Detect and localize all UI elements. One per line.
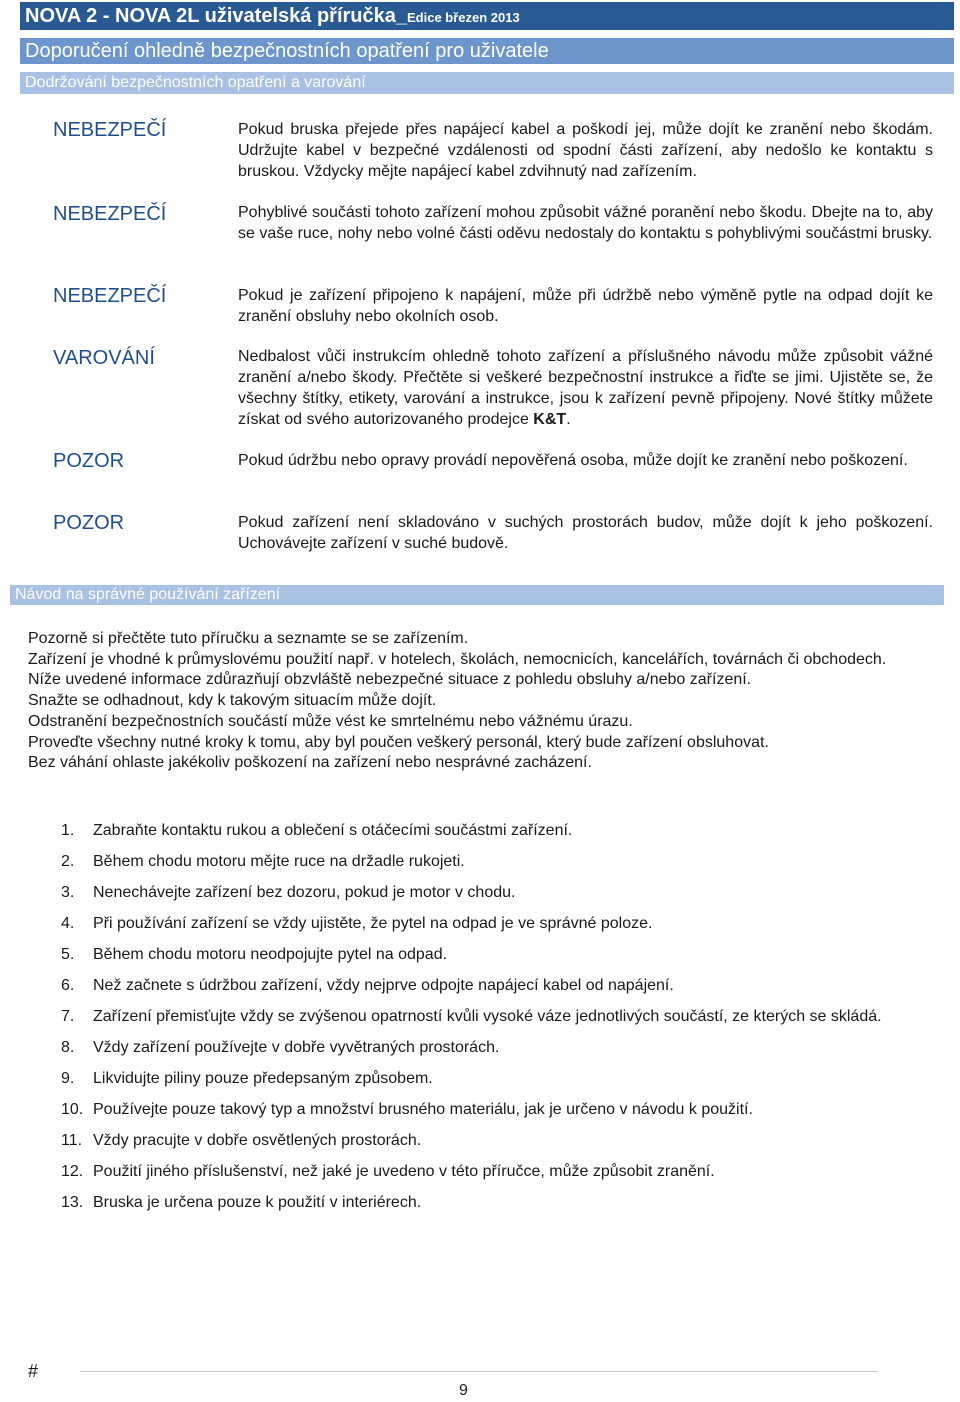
edition-label: Edice březen 2013 [407,10,520,25]
step-number: 3. [61,884,75,901]
list-item [28,1094,940,1125]
step-number: 9. [61,1070,75,1087]
step-number: 10. [61,1101,84,1118]
warning-label: NEBEZPEČÍ [53,285,167,307]
step-text: Vždy pracujte v dobře osvětlených prostorách. [93,1132,422,1149]
step-text: Likvidujte piliny pouze předepsaným způsobem. [93,1070,433,1087]
warning-text: Nedbalost vůči instrukcím ohledně tohoto zařízení a příslušného návodu může způsobit vážné zranění a/nebo škody. Přečtěte si veškeré bezpečnostní instrukce a řiďte se jimi. Ujistěte se, že všechny štítky, etikety, varování a instrukce, jsou k zařízení pevně připojeny. Nové štítky můžete získat od svého autorizovaného prodejce K&T. [238,348,933,428]
step-text: Použití jiného příslušenství, než jaké je uvedeno v této příručce, může způsobit zranění. [93,1163,715,1180]
step-text: Vždy zařízení používejte v dobře vyvětraných prostorách. [93,1039,500,1056]
warning-text: Pokud zařízení není skladováno v suchých prostorách budov, může dojít k jeho poškození. Uchovávejte zařízení v suché budově. [238,514,933,552]
step-number: 5. [61,946,75,963]
footer-divider [80,1371,878,1372]
step-text: Během chodu motoru mějte ruce na držadle rukojeti. [93,853,465,870]
warning-label: POZOR [53,512,125,534]
step-number: 11. [61,1132,83,1149]
intro-line: Snažte se odhadnout, kdy k takovým situacím může dojít. [28,692,437,710]
step-text: Používejte pouze takový typ a množství brusného materiálu, jak je určeno v návodu k použití. [93,1101,753,1118]
step-number: 8. [61,1039,75,1056]
step-text: Zabraňte kontaktu rukou a oblečení s otáčecími součástmi zařízení. [93,822,573,839]
step-number: 7. [61,1008,75,1025]
usage-intro [28,629,940,774]
step-text: Zařízení přemisťujte vždy se zvýšenou opatrností kvůli vysoké váze jednotlivých součástí, ze kterých se skládá. [93,1008,882,1025]
intro-line: Proveďte všechny nutné kroky k tomu, aby byl poučen veškerý personál, který bude zařízení obsluhovat. [28,733,769,751]
step-number: 13. [61,1194,84,1211]
document-title-bar [20,2,954,30]
warning-label: VAROVÁNÍ [53,347,155,369]
step-text: Při používání zařízení se vždy ujistěte, že pytel na odpad je ve správné poloze. [93,915,653,932]
intro-line: Níže uvedené informace zdůrazňují obzvláště nebezpečné situace z pohledu obsluhy a/nebo zařízení. [28,671,752,689]
page-number: 9 [459,1382,468,1399]
list-item [28,1063,940,1094]
list-item [28,815,940,846]
step-number: 1. [61,822,75,839]
intro-line: Zařízení je vhodné k průmyslovému použití např. v hotelech, školách, nemocnicích, kancelářích, továrnách či obchodech. [28,650,887,668]
step-number: 2. [61,853,75,870]
intro-line: Odstranění bezpečnostních součástí může vést ke smrtelnému nebo vážnému úrazu. [28,712,633,730]
step-number: 6. [61,977,75,994]
warning-text: Pokud bruska přejede přes napájecí kabel a poškodí jej, může dojít ke zranění nebo škodám. Udržujte kabel v bezpečné vzdálenosti od spodní části zařízení, aby nedošlo ke kontaktu s bruskou. Vždycky mějte napájecí kabel zdvihnutý nad zařízením. [238,121,933,180]
warning-text: Pokud údržbu nebo opravy provádí nepověřená osoba, může dojít ke zranění nebo poškození. [238,452,908,469]
usage-heading-bar [10,585,944,605]
warning-label: NEBEZPEČÍ [53,119,167,141]
list-item [28,1032,940,1063]
document-title: NOVA 2 - NOVA 2L uživatelská příručka_Edice březen 2013 [25,5,520,27]
list-item [28,1156,940,1187]
step-number: 12. [61,1163,84,1180]
subsection-heading: Dodržování bezpečnostních opatření a varování [25,74,366,91]
intro-line: Bez váhání ohlaste jakékoliv poškození na zařízení nebo nesprávné zacházení. [28,754,592,772]
warning-label: POZOR [53,450,125,472]
list-item [28,1187,940,1218]
list-item [28,1001,940,1032]
section-heading: Doporučení ohledně bezpečnostních opatření pro uživatele [25,40,549,62]
brand-name: K&T [533,411,567,428]
footer-mark: # [28,1361,39,1381]
list-item [28,908,940,939]
step-text: Během chodu motoru neodpojujte pytel na odpad. [93,946,448,963]
list-item [28,846,940,877]
intro-line: Pozorně si přečtěte tuto příručku a seznamte se se zařízením. [28,630,469,647]
warning-label: NEBEZPEČÍ [53,203,167,225]
step-text: Než začnete s údržbou zařízení, vždy nejprve odpojte napájecí kabel od napájení. [93,977,674,994]
list-item [28,970,940,1001]
subsection-heading-bar [20,72,954,94]
step-text: Nenechávejte zařízení bez dozoru, pokud je motor v chodu. [93,884,516,901]
warning-text: Pohyblivé součásti tohoto zařízení mohou způsobit vážné poranění nebo škodu. Dbejte na to, aby se vaše ruce, nohy nebo volné části oděvu nedostaly do kontaktu s pohyblivými součástmi brusky. [238,204,933,242]
warning-text: Pokud je zařízení připojeno k napájení, může při údržbě nebo výměně pytle na odpad dojít ke zranění obsluhy nebo okolních osob. [238,287,933,325]
list-item [28,877,940,908]
list-item [28,1125,940,1156]
step-text: Bruska je určena pouze k použití v interiérech. [93,1194,422,1211]
usage-heading: Návod na správné používání zařízení [15,586,281,603]
step-number: 4. [61,915,75,932]
safety-steps-list [28,815,940,1218]
section-heading-bar [20,38,954,64]
list-item [28,939,940,970]
